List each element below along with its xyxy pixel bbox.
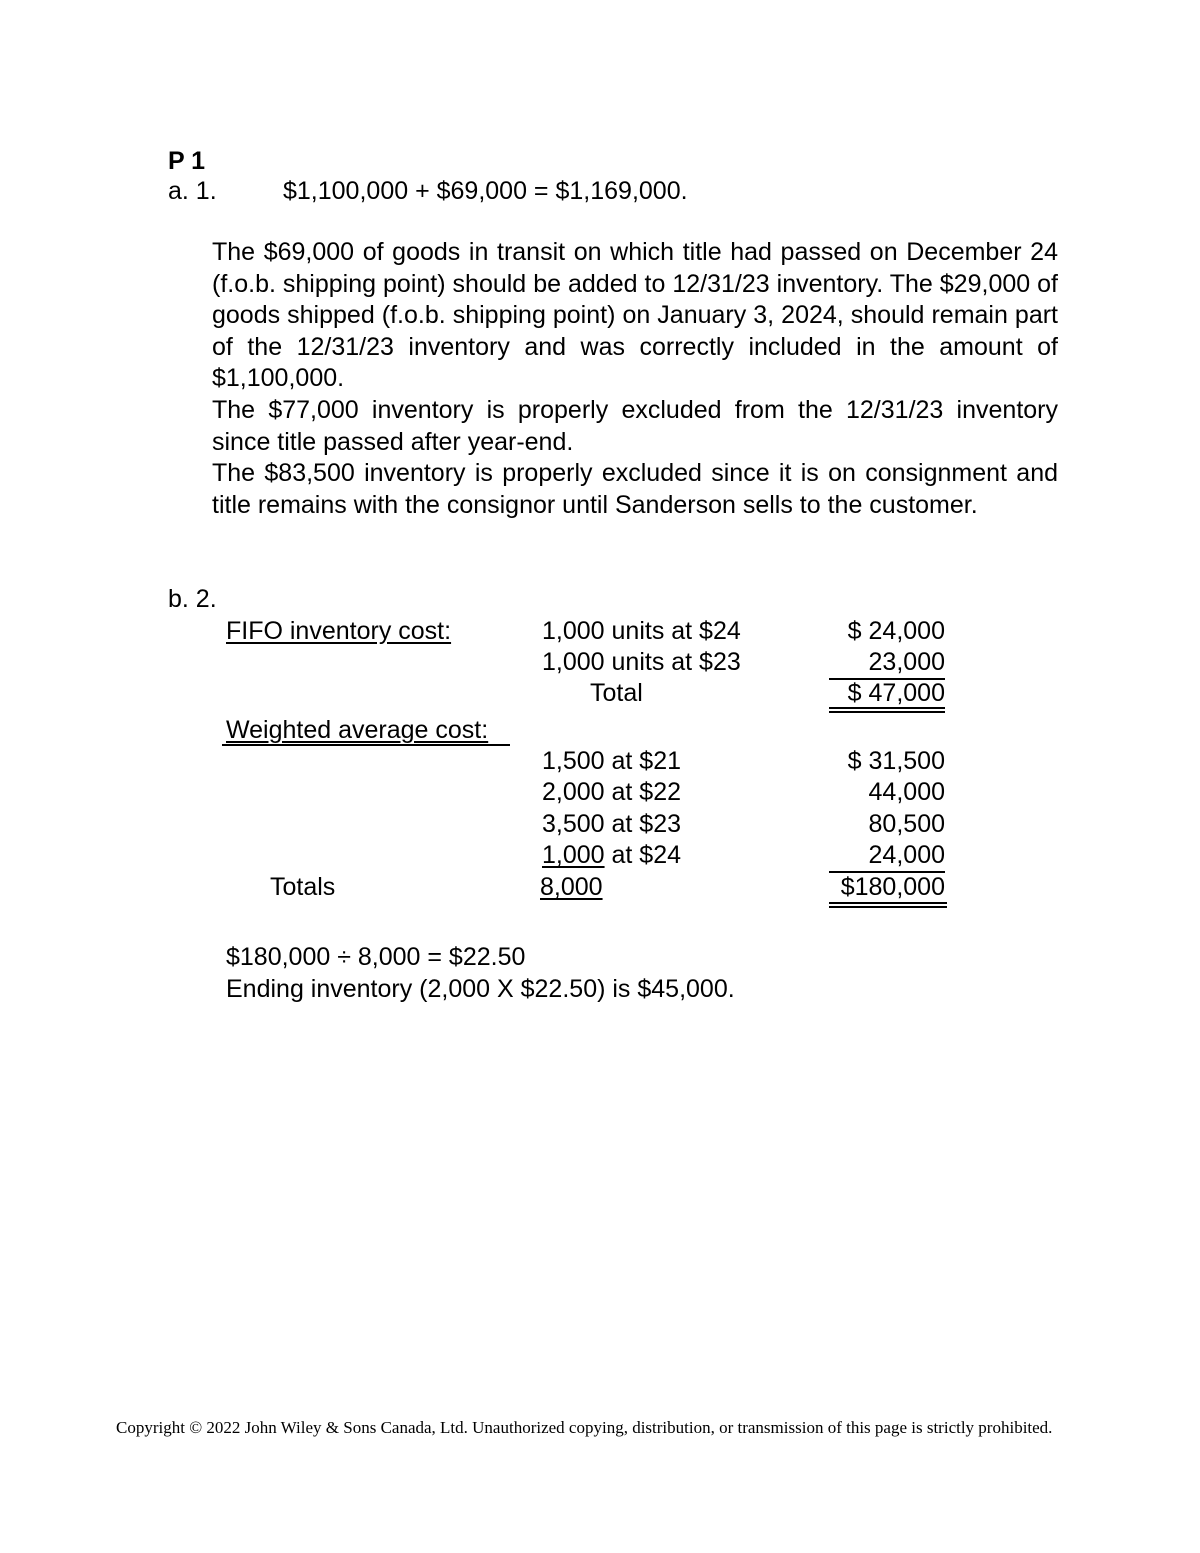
calc-line-1: $180,000 ÷ 8,000 = $22.50 bbox=[226, 943, 526, 971]
weighted-totals-units: 8,000 bbox=[540, 873, 603, 901]
weighted-total-rule-2 bbox=[829, 906, 947, 908]
fifo-total-label: Total bbox=[590, 679, 643, 707]
weighted-total-rule-1 bbox=[829, 902, 947, 904]
weighted-totals-label: Totals bbox=[270, 873, 336, 901]
part-a-paragraph-2: The $77,000 inventory is properly excluded from the 12/31/23 inventory since title passed after year-end. bbox=[212, 396, 1058, 456]
part-a-paragraph-3: The $83,500 inventory is properly excluded since it is on consignment and title remains with the consignor until Sanderson sells to the customer. bbox=[212, 459, 1058, 519]
fifo-heading: FIFO inventory cost: bbox=[226, 617, 452, 645]
problem-heading: P 1 bbox=[168, 147, 206, 175]
part-b-label: b. 2. bbox=[168, 585, 217, 613]
weighted-row-1-desc: 1,500 at $21 bbox=[542, 747, 682, 775]
weighted-row-3-desc: 3,500 at $23 bbox=[542, 810, 682, 838]
weighted-row-1-amount: $ 31,500 bbox=[847, 747, 945, 775]
weighted-row-4-desc: 1,000 at $24 bbox=[542, 841, 682, 869]
fifo-total-rule-1 bbox=[829, 707, 945, 709]
calc-line-2: Ending inventory (2,000 X $22.50) is $45,000. bbox=[226, 975, 735, 1003]
fifo-row-1-amount: $ 24,000 bbox=[847, 617, 945, 645]
weighted-heading-rule bbox=[222, 744, 510, 746]
weighted-row-2-desc: 2,000 at $22 bbox=[542, 778, 682, 806]
copyright-footer: Copyright © 2022 John Wiley & Sons Canada, Ltd. Unauthorized copying, distribution, or transmission of this page is strictly prohibited. bbox=[116, 1418, 1053, 1437]
fifo-total-rule-2 bbox=[829, 711, 945, 713]
fifo-row-1-desc: 1,000 units at $24 bbox=[542, 617, 741, 645]
weighted-row-4-amount: 24,000 bbox=[868, 841, 945, 869]
part-a-equation: $1,100,000 + $69,000 = $1,169,000. bbox=[283, 177, 688, 205]
weighted-row-3-amount: 80,500 bbox=[868, 810, 945, 838]
weighted-row-2-amount: 44,000 bbox=[868, 778, 945, 806]
fifo-row-2-desc: 1,000 units at $23 bbox=[542, 648, 741, 676]
part-a-paragraph-1: The $69,000 of goods in transit on which title had passed on December 24 (f.o.b. shipping point) should be added to 12/31/23 inventory. The $29,000 of goods shipped (f.o.b. shipping point) on January 3, 2024, should remain part of the 12/31/23 inventory and was correctly included in the amount of $1,100,000. bbox=[212, 238, 1058, 392]
fifo-total-amount: $ 47,000 bbox=[847, 679, 945, 707]
fifo-row-2-amount: 23,000 bbox=[868, 648, 945, 676]
weighted-totals-amount: $180,000 bbox=[840, 873, 945, 901]
part-a-label: a. 1. bbox=[168, 177, 217, 205]
weighted-heading: Weighted average cost: bbox=[226, 716, 489, 744]
